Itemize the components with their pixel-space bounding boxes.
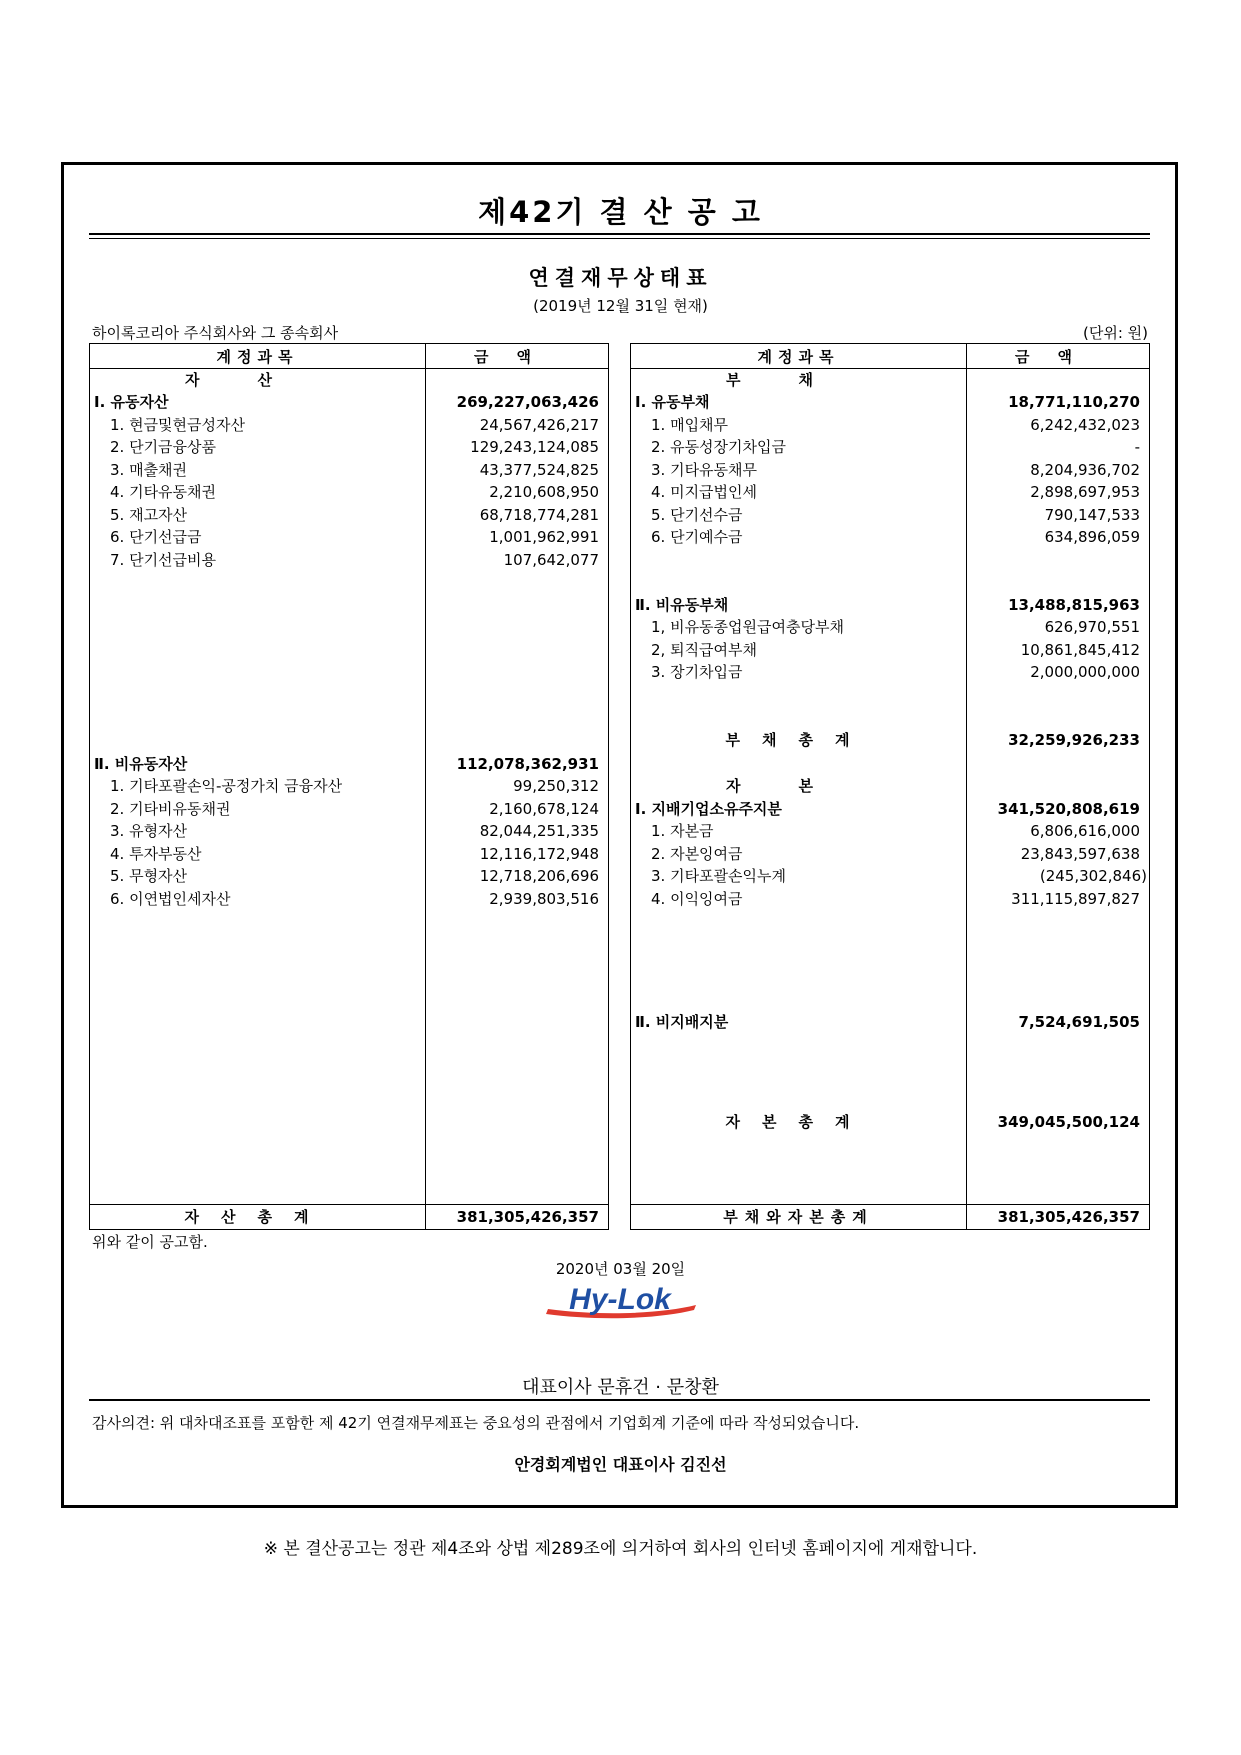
table-row: 2. 자본잉여금 23,843,597,638 xyxy=(651,845,1140,863)
statement-title: 연결재무상태표 xyxy=(528,266,713,290)
footer-rule xyxy=(89,1399,1150,1401)
table-row: 2, 퇴직급여부채 10,861,845,412 xyxy=(651,641,1140,659)
header-account: 계정과목 xyxy=(216,348,299,366)
table-row: 1. 기타포괄손익-공정가치 금융자산 99,250,312 xyxy=(110,777,599,795)
table-row: 7. 단기선급비용 107,642,077 xyxy=(110,551,599,569)
table-row: 3. 기타유동채무 8,204,936,702 xyxy=(651,461,1140,479)
hylok-logo xyxy=(540,1283,700,1325)
liab-equity-total-row: 부채와자본총계 381,305,426,357 xyxy=(723,1208,1140,1226)
table-row: Ⅰ. 유동부채 18,771,110,270 xyxy=(635,393,1140,411)
as-of-date: (2019년 12월 31일 현재) xyxy=(533,297,708,315)
table-row: 1. 현금및현금성자산 24,567,426,217 xyxy=(110,416,599,434)
table-row: 4. 기타유동채권 2,210,608,950 xyxy=(110,483,599,501)
table-row: 6. 단기예수금 634,896,059 xyxy=(651,528,1140,546)
assets-table xyxy=(89,343,609,1230)
table-row: Ⅱ. 비유동부채 13,488,815,963 xyxy=(635,596,1140,614)
table-row: 6. 단기선급금 1,001,962,991 xyxy=(110,528,599,546)
unit-label: (단위: 원) xyxy=(1083,324,1148,342)
table-row: 1, 비유동종업원급여충당부채 626,970,551 xyxy=(651,618,1140,636)
table-row: 2. 단기금융상품 129,243,124,085 xyxy=(110,438,599,456)
assets-section-label: 자산 xyxy=(185,371,330,389)
table-row: 1. 매입채무 6,242,432,023 xyxy=(651,416,1140,434)
table-row: 1. 자본금 6,806,616,000 xyxy=(651,822,1140,840)
company-name: 하이록코리아 주식회사와 그 종속회사 xyxy=(92,324,339,342)
table-row: 3. 장기차입금 2,000,000,000 xyxy=(651,663,1140,681)
auditor: 안경회계법인 대표이사 김진선 xyxy=(514,1455,727,1474)
liabilities-total-row: 부채총계 32,259,926,233 xyxy=(725,731,1140,749)
title-rule-thin xyxy=(89,238,1150,239)
table-row: Ⅱ. 비유동자산 112,078,362,931 xyxy=(94,755,599,773)
table-row: 4. 투자부동산 12,116,172,948 xyxy=(110,845,599,863)
notice-statement: 위와 같이 공고함. xyxy=(92,1233,208,1251)
table-row: 2. 유동성장기차입금 - xyxy=(651,438,1140,456)
equity-total-row: 자본총계 349,045,500,124 xyxy=(725,1113,1140,1131)
header-account: 계정과목 xyxy=(757,348,840,366)
table-row: 2. 기타비유동채권 2,160,678,124 xyxy=(110,800,599,818)
table-row: 5. 단기선수금 790,147,533 xyxy=(651,506,1140,524)
table-row: 3. 유형자산 82,044,251,335 xyxy=(110,822,599,840)
header-amount: 금액 xyxy=(1015,348,1100,366)
table-row: 4. 이익잉여금 311,115,897,827 xyxy=(651,890,1140,908)
table-row: Ⅰ. 유동자산 269,227,063,426 xyxy=(94,393,599,411)
table-row: 6. 이연법인세자산 2,939,803,516 xyxy=(110,890,599,908)
liabilities-equity-table xyxy=(630,343,1150,1230)
equity-section-label: 자본 xyxy=(726,777,871,795)
page-title: 제42기 결 산 공 고 xyxy=(478,195,763,229)
logo-text: Hy-Lok xyxy=(569,1283,671,1316)
table-row: 3. 매출채권 43,377,524,825 xyxy=(110,461,599,479)
table-row: 4. 미지급법인세 2,898,697,953 xyxy=(651,483,1140,501)
table-row: 5. 재고자산 68,718,774,281 xyxy=(110,506,599,524)
audit-opinion: 감사의견: 위 대차대조표를 포함한 제 42기 연결재무제표는 중요성의 관점에서 기업회계 기준에 따라 작성되었습니다. xyxy=(92,1414,860,1432)
header-amount: 금액 xyxy=(474,348,559,366)
liabilities-section-label: 부채 xyxy=(726,371,871,389)
table-row: 5. 무형자산 12,718,206,696 xyxy=(110,867,599,885)
table-row: 3. 기타포괄손익누계 (245,302,846) xyxy=(651,867,1147,885)
assets-total-row: 자산총계 381,305,426,357 xyxy=(184,1208,599,1226)
title-rule xyxy=(89,233,1150,235)
table-row: Ⅰ. 지배기업소유주지분 341,520,808,619 xyxy=(635,800,1140,818)
table-row: Ⅱ. 비지배지분 7,524,691,505 xyxy=(635,1013,1140,1031)
notice-date: 2020년 03월 20일 xyxy=(555,1260,686,1278)
representatives: 대표이사 문휴건 · 문창환 xyxy=(522,1377,719,1398)
bottom-note: ※ 본 결산공고는 정관 제4조와 상법 제289조에 의거하여 회사의 인터넷 홈페이지에 게재합니다. xyxy=(263,1539,978,1559)
